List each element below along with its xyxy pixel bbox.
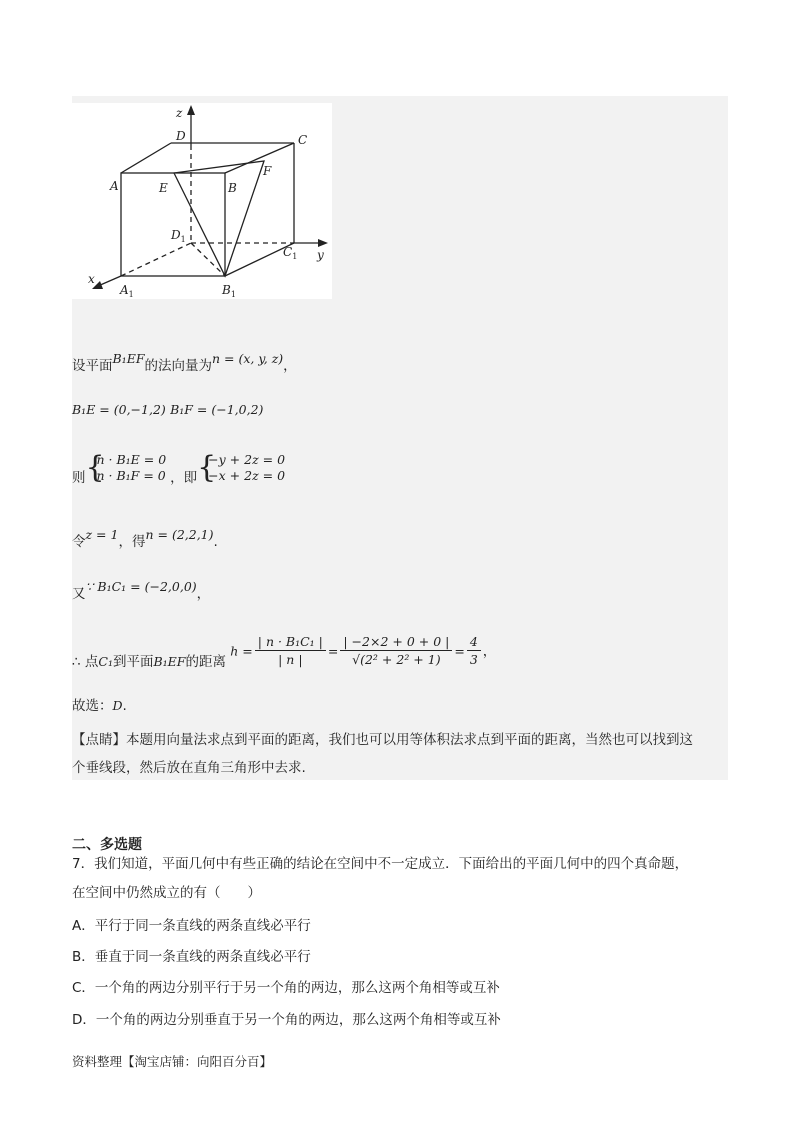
option-c: C．一个角的两边分别平行于另一个角的两边，那么这两个角相等或互补 [72,980,500,996]
answer-line: 故选：D. [72,698,127,714]
edge-a-d [121,143,171,173]
equation-system-dot: { n · B₁E = 0 n · B₁F = 0 [88,452,167,484]
solution-line-b1c1: 又∵ B₁C₁ = (−2,0,0)， [72,579,211,602]
solution-line-let-z: 令z = 1，得n = (2,2,1). [72,527,218,550]
z-axis-arrow [187,105,195,115]
y-axis-arrow [318,239,328,247]
cube-front-face [121,173,225,276]
cube-diagram [72,103,332,299]
x-axis-line [98,276,121,286]
label-e: E [159,181,168,195]
label-x: x [88,272,95,286]
label-a1: $A_1$ [120,283,134,299]
distance-fraction: $\frac{\text{| n · B₁C₁ |}}{| n |}$ [255,634,326,669]
hidden-edge-a1-d1 [121,243,191,276]
footer-source: 资料整理【淘宝店铺：向阳百分百】 [72,1054,273,1069]
solution-line-normal-vector: 设平面B₁EF的法向量为n = (x, y, z)， [72,351,297,374]
question-stem-line-1: 7．我们知道，平面几何中有些正确的结论在空间中不一定成立．下面给出的平面几何中的四个真命题， [72,856,689,872]
question-stem-line-2: 在空间中仍然成立的有（ ） [72,885,261,901]
cube-figure [72,103,332,299]
solution-line-distance: ∴ 点C₁到平面B₁EF的距离 h = $\frac{\text{| n · B₁C₁ |}}{| n |}$ = $\frac{| -2\times 2 + 0 + 0 |}{\text{√(2² + 2² + 1)}}$ = $\frac{4}{3}$ ， [72,634,497,670]
option-a: A．平行于同一条直线的两条直线必平行 [72,918,311,934]
option-b: B．垂直于同一条直线的两条直线必平行 [72,949,311,965]
label-d: D [176,129,186,143]
label-z: z [176,106,183,120]
computed-fraction: $\frac{| -2\times 2 + 0 + 0 |}{\text{√(2² + 2² + 1)}}$ [340,634,452,669]
label-a: A [110,179,119,193]
result-fraction: $\frac{4}{3}$ [467,634,481,669]
hidden-edge-d1-b1 [191,243,225,276]
section-heading: 二、多选题 [72,837,142,853]
label-c: C [298,133,308,147]
option-d: D．一个角的两边分别垂直于另一个角的两边，那么这两个角相等或互补 [72,1012,501,1028]
solution-line-system: 则 { n · B₁E = 0 n · B₁F = 0 ，即 { −y + 2z = 0 −x + 2z = 0 [72,452,289,484]
label-y: y [317,248,324,262]
label-b1: $B_1$ [222,283,236,299]
label-d1: $D_1$ [171,228,186,244]
edge-b-c [225,143,294,173]
equation-system-linear: { −y + 2z = 0 −x + 2z = 0 [199,452,285,484]
comment-line-2: 个垂线段，然后放在直角三角形中去求. [72,760,306,776]
comment-line-1: 【点睛】本题用向量法求点到平面的距离，我们也可以用等体积法求点到平面的距离，当然也可以找到这 [72,732,693,748]
label-c1: $C_1$ [283,245,298,261]
label-f: F [263,164,272,178]
solution-line-vectors: B₁E = (0,−1,2) B₁F = (−1,0,2) [72,402,264,417]
triangle-b1ef [174,161,264,276]
label-b: B [228,181,237,195]
